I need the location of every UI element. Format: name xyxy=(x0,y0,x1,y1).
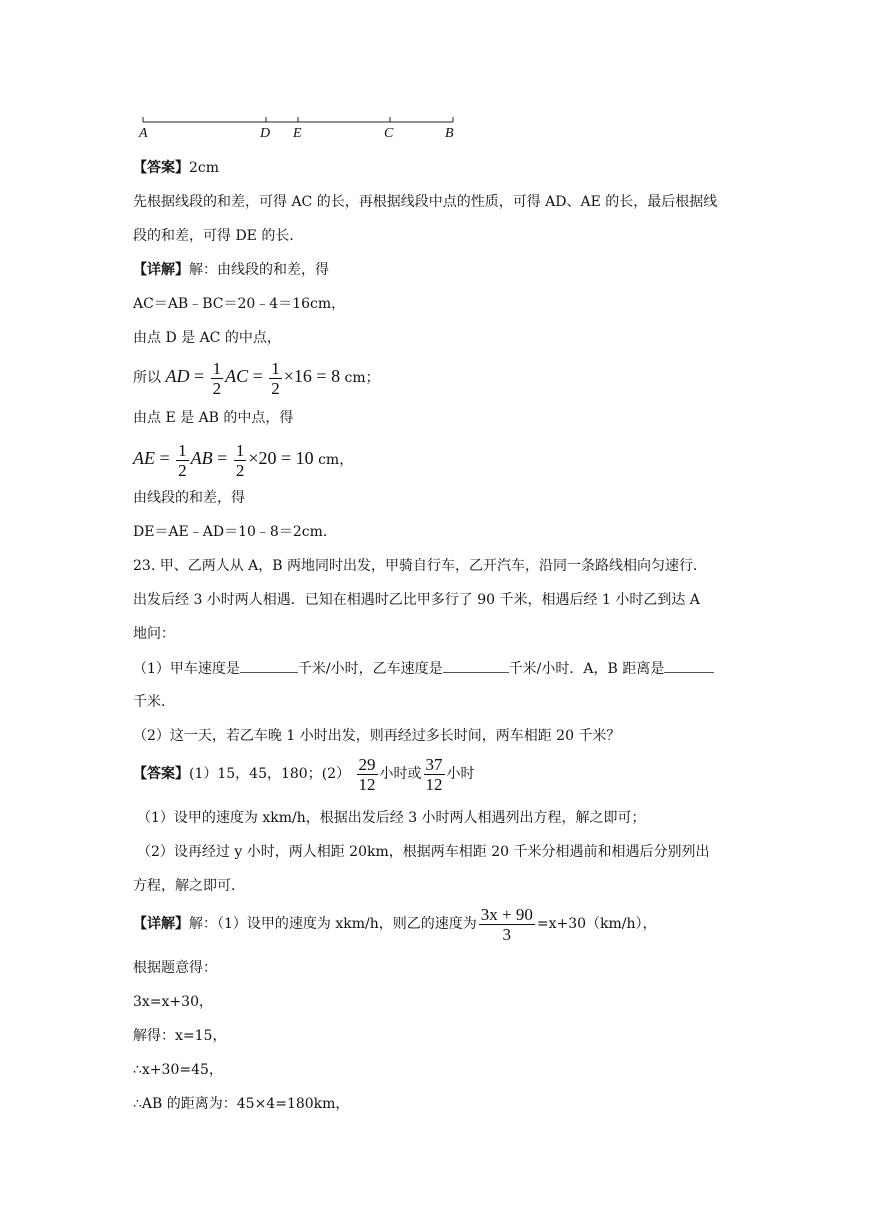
q22-analysis-line-2: 段的和差，可得 DE 的长． xyxy=(133,228,304,244)
q23-stem-line-1: 23. 甲、乙两人从 A，B 两地同时出发，甲骑自行车，乙开汽车，沿同一条路线相向匀速行． xyxy=(133,558,708,574)
q22-detail xyxy=(133,260,329,280)
formula-ad-prefix: 所以 xyxy=(133,370,161,386)
q23-analysis-line-1: （1）设甲的速度为 xkm/h，根据出发后经 3 小时两人相遇列出方程，解之即可； xyxy=(137,810,646,826)
fraction-speed: $\frac{3x + 90}{3}$ xyxy=(480,904,533,944)
q22-step-de: DE＝AE﹣AD＝10﹣8＝2cm． xyxy=(133,524,337,540)
point-label-c: C xyxy=(384,126,394,141)
point-label-a: A xyxy=(139,126,148,141)
q22-formula-ae: AE = $\frac{1}{2}$ AB = $\frac{1}{2}$ ×20 = 10 cm， xyxy=(133,440,354,480)
q23-answer: 【答案】(1）15，45，180；(2） $\frac{29}{12}$ 小时或 $\frac{37}{12}$ 小时 xyxy=(133,754,475,794)
q23-detail: 【详解】解：（1）设甲的速度为 xkm/h，则乙的速度为 $\frac{3x + 90}{3}$ =x+30（km/h）， xyxy=(133,904,657,944)
formula-ad-ac: AC xyxy=(225,366,249,386)
fraction-37-12: $\frac{37}{12}$ xyxy=(425,754,443,794)
q22-answer xyxy=(133,158,219,178)
formula-ad-unit: cm； xyxy=(340,370,380,386)
q23-stem-line-3: 地问： xyxy=(133,626,175,642)
answer-value: 2cm xyxy=(189,160,220,176)
detail-text: 解：由线段的和差，得 xyxy=(189,262,329,278)
answer-label: 【答案】 xyxy=(133,160,189,176)
detail-label: 【详解】 xyxy=(133,262,189,278)
fraction-half: $\frac{1}{2}$ xyxy=(178,440,187,480)
formula-ad-lhs: AD xyxy=(165,366,190,386)
q23-step-5: ∴AB 的距离为：45×4=180km， xyxy=(133,1096,350,1112)
fraction-half: $\frac{1}{2}$ xyxy=(235,440,245,480)
q23-analysis-line-2: （2）设再经过 y 小时，两人相距 20km，根据两车相距 20 千米分相遇前和相遇后分别列出 xyxy=(137,844,710,860)
formula-ae-lhs: AE xyxy=(133,448,155,468)
fraction-half: $\frac{1}{2}$ xyxy=(271,358,280,398)
q22-formula-ad: 所以 AD = $\frac{1}{2}$ AC = $\frac{1}{2}$ ×16 = 8 cm； xyxy=(133,358,380,398)
formula-ae-unit: cm， xyxy=(313,452,354,468)
q22-step-sum: 由线段的和差，得 xyxy=(133,490,245,506)
q22-step-e-midpoint: 由点 E 是 AB 的中点，得 xyxy=(133,410,294,426)
fraction-half: $\frac{1}{2}$ xyxy=(212,358,222,398)
answer-label: 【答案】 xyxy=(133,766,189,782)
formula-ae-rest: ×20 = 10 xyxy=(248,448,314,468)
fraction-29-12: $\frac{29}{12}$ xyxy=(358,754,376,794)
q22-analysis-line-1: 先根据线段的和差，可得 AC 的长，再根据线段中点的性质，可得 AD、AE 的长，最后根据线 xyxy=(133,194,718,210)
q23-analysis-line-3: 方程，解之即可． xyxy=(133,878,245,894)
point-label-b: B xyxy=(445,126,454,141)
q23-part-1: （1）甲车速度是 千米/小时，乙车速度是 千米/小时．A，B 距离是 xyxy=(133,658,714,679)
detail-label: 【详解】 xyxy=(133,916,189,932)
formula-ae-ab: AB xyxy=(190,448,213,468)
formula-ad-rest: ×16 = 8 xyxy=(283,366,341,386)
q23-part-1-unit: 千米． xyxy=(133,694,175,710)
q23-step-4: ∴x+30=45， xyxy=(133,1062,223,1078)
point-label-d: D xyxy=(260,126,271,141)
answer-text: (1）15，45，180；(2） xyxy=(189,766,351,782)
segment-figure xyxy=(135,112,465,142)
answer-blank-1[interactable] xyxy=(240,658,298,673)
point-label-e: E xyxy=(293,126,302,141)
answer-blank-2[interactable] xyxy=(443,658,509,673)
q23-step-3: 解得：x=15， xyxy=(133,1028,227,1044)
q23-stem-line-2: 出发后经 3 小时两人相遇．已知在相遇时乙比甲多行了 90 千米，相遇后经 1 小时乙到达 A xyxy=(133,592,700,608)
answer-blank-3[interactable] xyxy=(664,658,714,673)
q22-step-ac: AC＝AB﹣BC＝20﹣4＝16cm， xyxy=(133,296,346,312)
q22-step-d-midpoint: 由点 D 是 AC 的中点， xyxy=(133,330,281,346)
q23-step-1: 根据题意得： xyxy=(133,960,217,976)
q23-part-2: （2）这一天，若乙车晚 1 小时出发，则再经过多长时间，两车相距 20 千米？ xyxy=(133,728,621,744)
q23-step-2: 3x=x+30， xyxy=(133,994,213,1010)
